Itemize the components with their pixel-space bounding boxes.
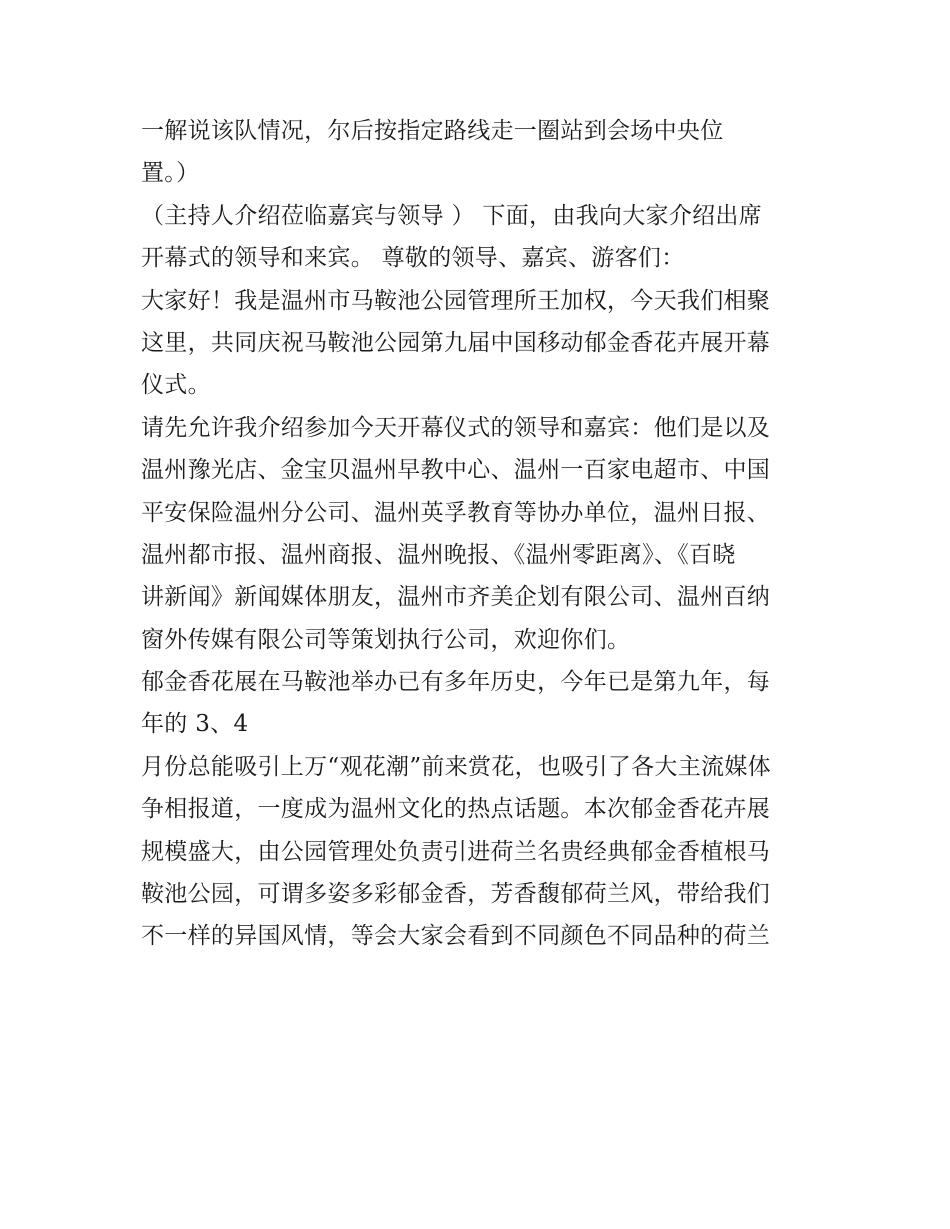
text-line: 月份总能吸引上万“观花潮”前来赏花，也吸引了各大主流媒体 [141,753,771,780]
text-line: 这里，共同庆祝马鞍池公园第九届中国移动郁金香花卉展开幕 [141,329,771,356]
text-line: 规模盛大，由公园管理处负责引进荷兰名贵经典郁金香植根马 [141,838,771,865]
text-line: 不一样的异国风情，等会大家会看到不同颜色不同品种的荷兰 [141,923,771,950]
text-line: 开幕式的领导和来宾。 尊敬的领导、嘉宾、游客们： [141,245,685,272]
text-line: （主持人介绍莅临嘉宾与领导 ） 下面，由我向大家介绍出席 [141,202,763,229]
text-line: 仪式。 [141,372,211,399]
text-line: 请先允许我介绍参加今天开幕仪式的领导和嘉宾：他们是以及 [141,414,771,441]
text-line: 郁金香花展在马鞍池举办已有多年历史，今年已是第九年，每 [141,669,771,696]
text-line: 年的 3、4 [141,711,249,738]
text-line: 鞍池公园，可谓多姿多彩郁金香，芳香馥郁荷兰风，带给我们 [141,881,771,908]
text-line: 一解说该队情况，尔后按指定路线走一圈站到会场中央位 [141,118,724,144]
text-line: 争相报道，一度成为温州文化的热点话题。本次郁金香花卉展 [141,796,771,823]
text-line: 平安保险温州分公司、温州英孚教育等协办单位，温州日报、 [141,499,771,526]
text-line: 温州豫光店、金宝贝温州早教中心、温州一百家电超市、中国 [141,457,771,484]
text-line: 大家好！我是温州市马鞍池公园管理所王加权，今天我们相聚 [141,287,771,314]
text-line: 窗外传媒有限公司等策划执行公司，欢迎你们。 [141,626,631,653]
text-line: 温州都市报、温州商报、温州晚报、《温州零距离》、《百晓 [141,541,736,568]
text-line: 置。） [141,160,200,187]
text-line: 讲新闻》新闻媒体朋友，温州市齐美企划有限公司、温州百纳 [141,584,771,611]
body-text [141,110,821,958]
